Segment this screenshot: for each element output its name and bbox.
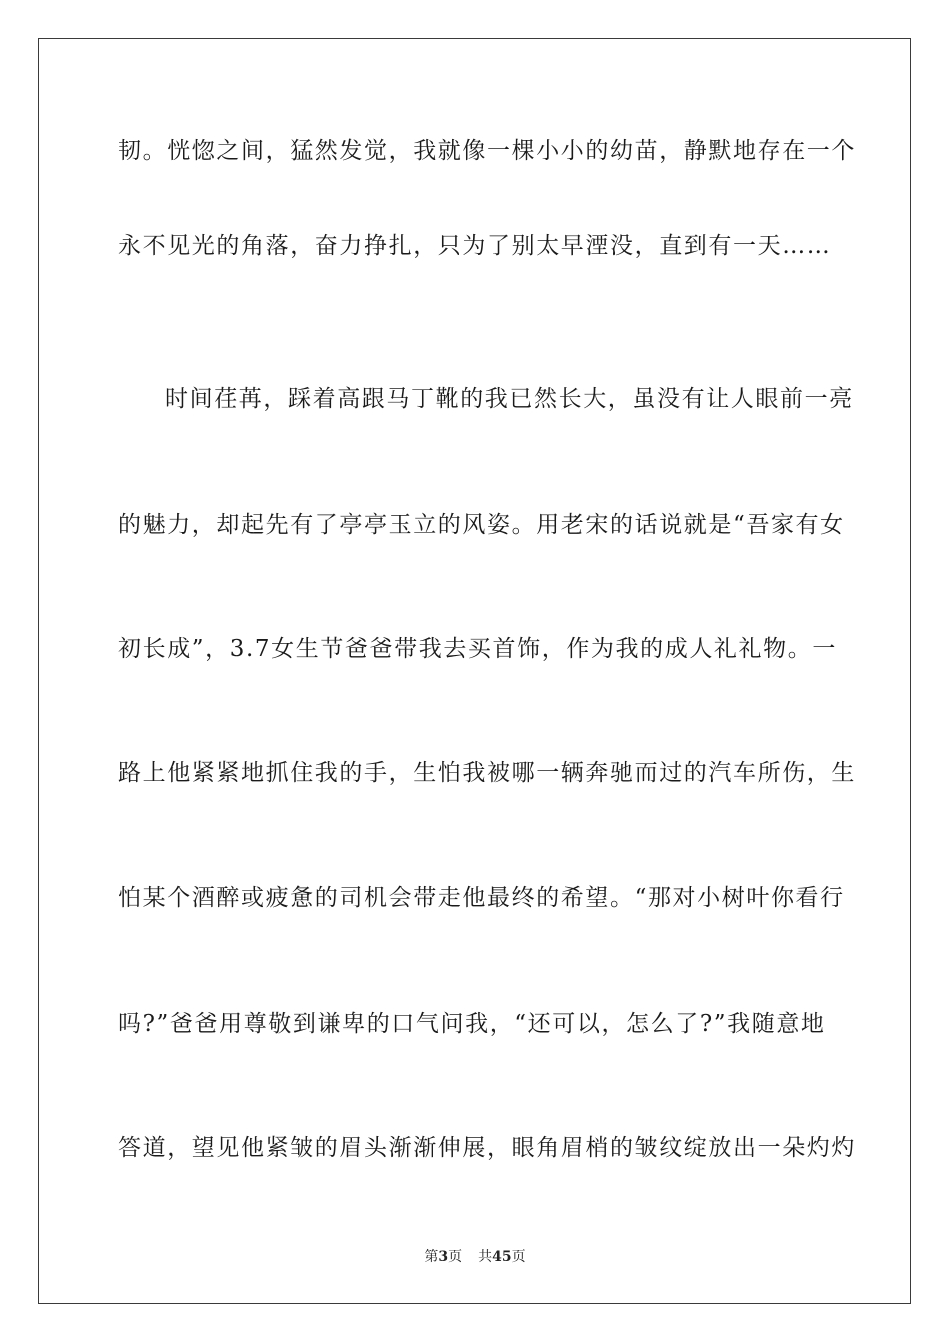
body-line-1: 韧。恍惚之间，猛然发觉，我就像一棵小小的幼苗，静默地存在一个 — [118, 138, 856, 164]
body-line-8: 吗?”爸爸用尊敬到谦卑的口气问我，“还可以，怎么了?”我随意地 — [118, 1011, 826, 1037]
body-line-3: 时间荏苒，踩着高跟马丁靴的我已然长大，虽没有让人眼前一亮 — [165, 386, 854, 412]
body-line-7: 怕某个酒醉或疲惫的司机会带走他最终的希望。“那对小树叶你看行 — [118, 885, 845, 911]
body-line-4: 的魅力，却起先有了亭亭玉立的风姿。用老宋的话说就是“吾家有女 — [118, 512, 845, 538]
footer-total-suffix: 页 — [511, 1249, 526, 1265]
body-line-5: 初长成”，3.7女生节爸爸带我去买首饰，作为我的成人礼礼物。一 — [118, 636, 837, 662]
footer-total-prefix: 共 — [478, 1249, 493, 1265]
footer-total-pages: 45 — [492, 1249, 512, 1265]
body-line-6: 路上他紧紧地抓住我的手，生怕我被哪一辆奔驰而过的汽车所伤，生 — [118, 760, 856, 786]
footer-page-prefix: 第 — [424, 1249, 439, 1265]
body-line-2: 永不见光的角落，奋力挣扎，只为了别太早湮没，直到有一天…… — [118, 233, 832, 259]
footer-page-suffix: 页 — [448, 1249, 463, 1265]
footer-page-number: 3 — [438, 1249, 449, 1265]
page-footer — [0, 1248, 950, 1266]
page-border — [38, 38, 911, 1304]
body-line-9: 答道，望见他紧皱的眉头渐渐伸展，眼角眉梢的皱纹绽放出一朵灼灼 — [118, 1135, 856, 1161]
